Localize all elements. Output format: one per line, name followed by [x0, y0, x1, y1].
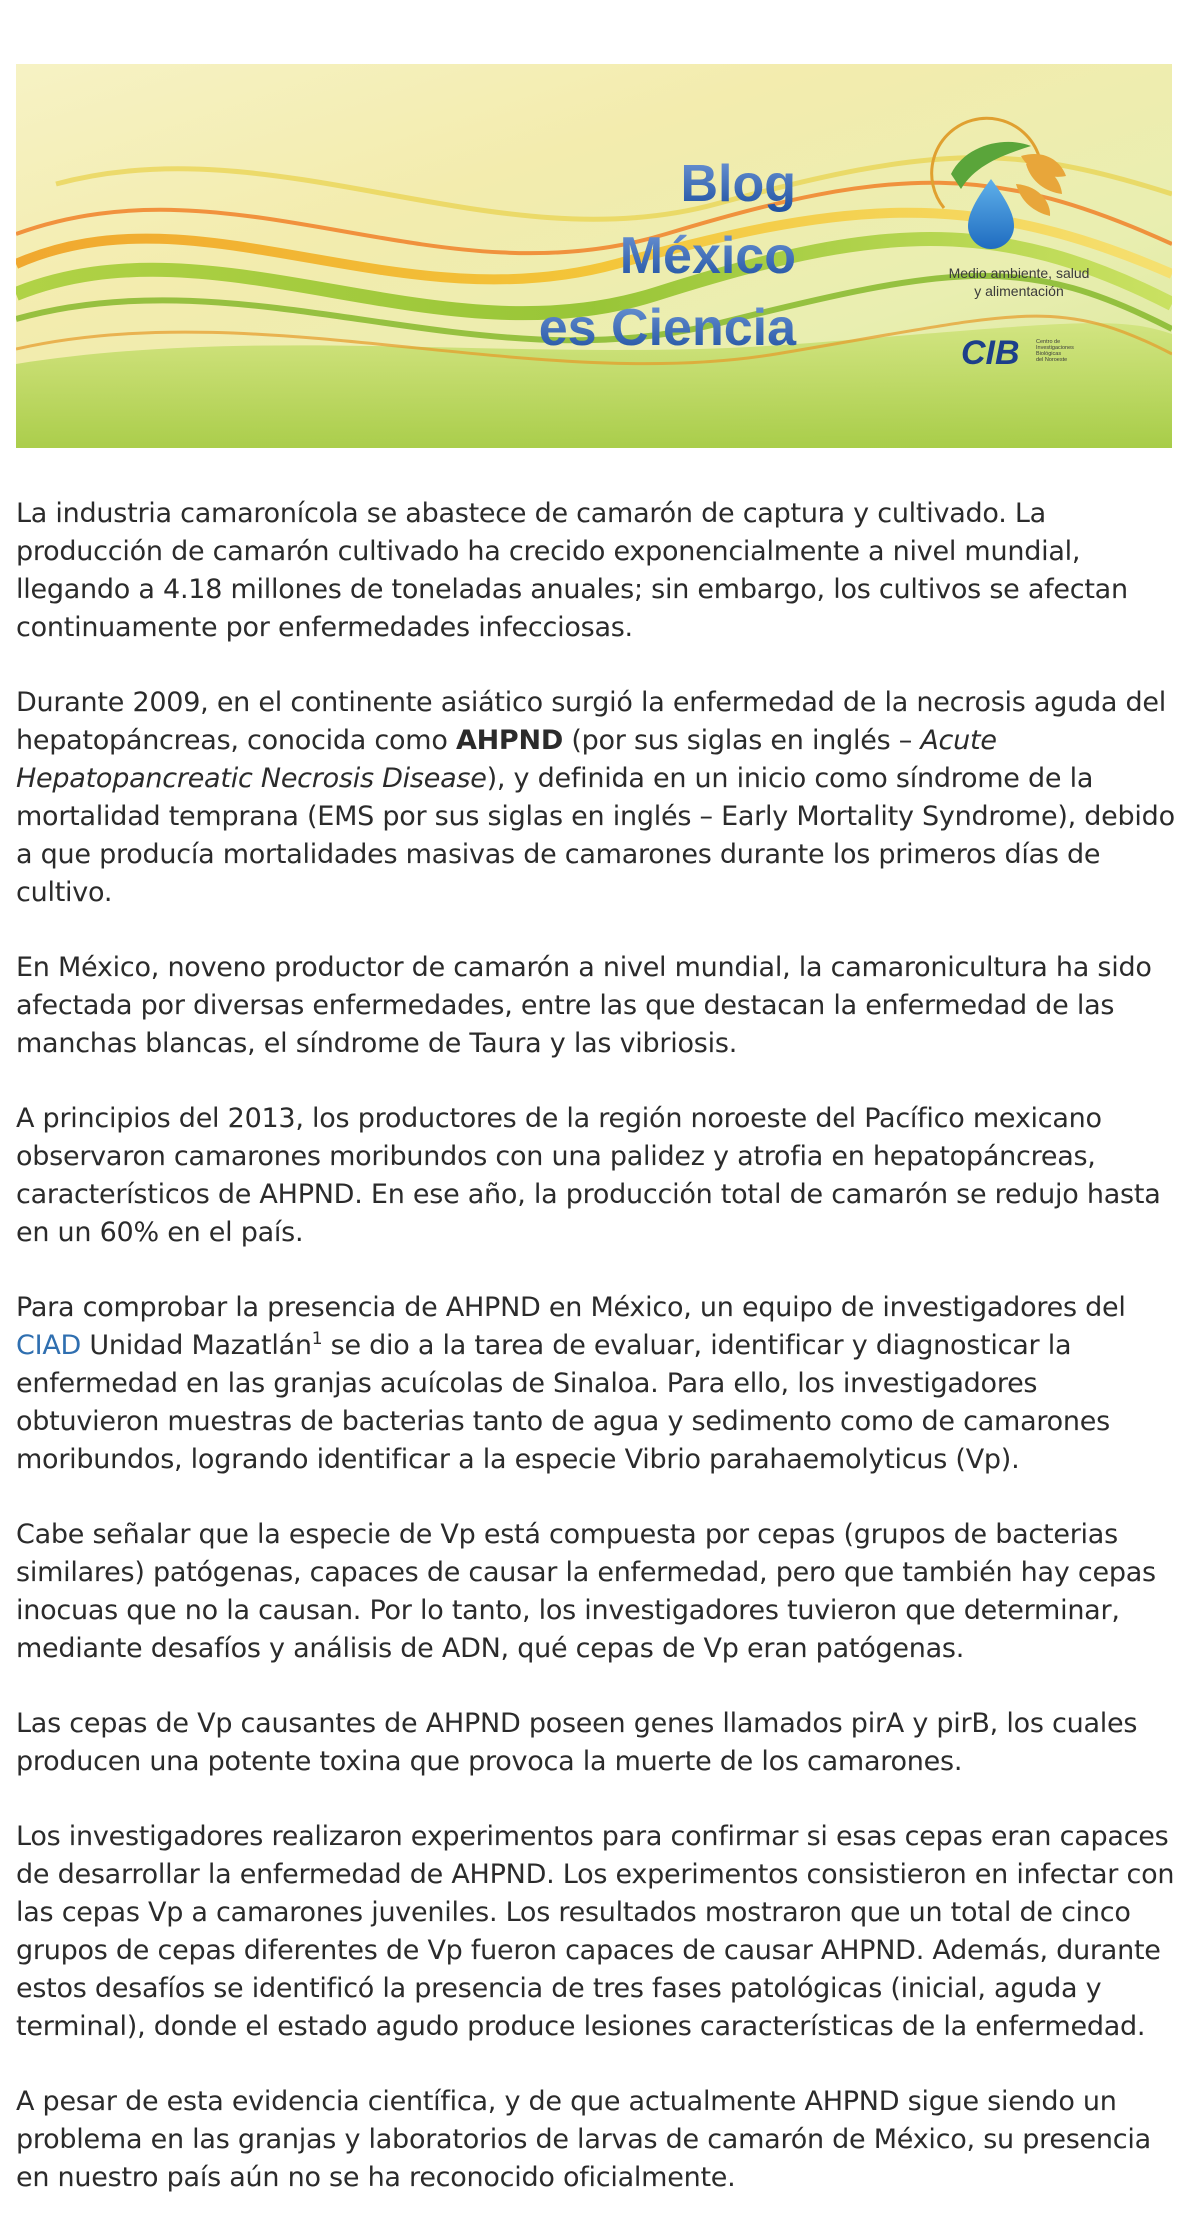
paragraph-5-part-c: se dio a la tarea de evaluar, identificar y diagnosticar la enfermedad en las granjas acuícolas de Sinaloa. Para ello, los investigadores obtuvieron muestras de bacterias tanto de agua y sedimento como de camarones moribundos, logrando identificar a la especie Vibrio parahaemolyticus (Vp).: [16, 1330, 1110, 1475]
cib-name-line4: del Noroeste: [1036, 357, 1068, 363]
paragraph-5-part-a: Para comprobar la presencia de AHPND en México, un equipo de investigadores del: [16, 1292, 1126, 1323]
paragraph-5-part-b: Unidad Mazatlán: [81, 1330, 312, 1361]
paragraph-2-part-e: ), y definida en un inicio como síndrome de la mortalidad temprana (EMS por sus siglas en inglés – Early Mortality Syndrome), debido a que producía mortalidades masivas de camarones durante los primeros días de cultivo.: [16, 763, 1175, 908]
ciad-link[interactable]: CIAD: [16, 1330, 82, 1361]
paragraph-9: A pesar de esta evidencia científica, y de que actualmente AHPND sigue siendo un problema en las granjas y laboratorios de larvas de camarón de México, su presencia en nuestro país aún no se ha reconocido oficialmente.: [16, 2086, 1151, 2193]
paragraph-2: [16, 684, 1176, 912]
article-body: [16, 495, 1176, 2234]
banner-graphic: [16, 64, 1172, 448]
paragraph-4: A principios del 2013, los productores de la región noroeste del Pacífico mexicano observaron camarones moribundos con una palidez y atrofia en hepatopáncreas, característicos de AHPND. En ese año, la producción total de camarón se redujo hasta en un 60% en el país.: [16, 1103, 1161, 1248]
banner-title-line2: México: [619, 227, 796, 285]
banner-tagline-line1: Medio ambiente, salud: [948, 265, 1090, 281]
ahpnd-english-name: Acute Hepatopancreatic Necrosis Disease: [16, 725, 997, 794]
paragraph-2-part-a: Durante 2009, en el continente asiático surgió la enfermedad de la necrosis aguda del hepatopáncreas, conocida como: [16, 687, 1166, 756]
paragraph-1: La industria camaronícola se abastece de camarón de captura y cultivado. La producción de camarón cultivado ha crecido exponencialmente a nivel mundial, llegando a 4.18 millones de toneladas anuales; sin embargo, los cultivos se afectan continuamente por enfermedades infecciosas.: [16, 498, 1128, 643]
banner-title-line1: Blog: [680, 155, 796, 213]
blog-banner: [16, 64, 1172, 448]
banner-tagline-line2: y alimentación: [974, 283, 1064, 299]
banner-title-line3: es Ciencia: [538, 299, 796, 357]
cib-name-line3: Biológicas: [1036, 351, 1062, 357]
footnote-marker: 1: [311, 1329, 323, 1349]
ahpnd-bold-term: AHPND: [455, 725, 563, 756]
paragraph-5: [16, 1289, 1176, 1479]
paragraph-2-part-c: (por sus siglas en inglés –: [562, 725, 921, 756]
cib-name-line1: Centro de: [1036, 339, 1061, 345]
paragraph-7: Las cepas de Vp causantes de AHPND poseen genes llamados pirA y pirB, los cuales producen una potente toxina que provoca la muerte de los camarones.: [16, 1708, 1138, 1777]
paragraph-6: Cabe señalar que la especie de Vp está compuesta por cepas (grupos de bacterias similares) patógenas, capaces de causar la enfermedad, pero que también hay cepas inocuas que no la causan. Por lo tanto, los investigadores tuvieron que determinar, mediante desafíos y análisis de ADN, qué cepas de Vp eran patógenas.: [16, 1519, 1156, 1664]
paragraph-8: Los investigadores realizaron experimentos para confirmar si esas cepas eran capaces de desarrollar la enfermedad de AHPND. Los experimentos consistieron en infectar con las cepas Vp a camarones juveniles. Los resultados mostraron que un total de cinco grupos de cepas diferentes de Vp fueron capaces de causar AHPND. Además, durante estos desafíos se identificó la presencia de tres fases patológicas (inicial, aguda y terminal), donde el estado agudo produce lesiones características de la enfermedad.: [16, 1821, 1175, 2042]
cib-name-line2: Investigaciones: [1036, 345, 1074, 351]
paragraph-3: En México, noveno productor de camarón a nivel mundial, la camaronicultura ha sido afectada por diversas enfermedades, entre las que destacan la enfermedad de las manchas blancas, el síndrome de Taura y las vibriosis.: [16, 952, 1152, 1059]
cib-logo: CIB: [961, 334, 1020, 372]
